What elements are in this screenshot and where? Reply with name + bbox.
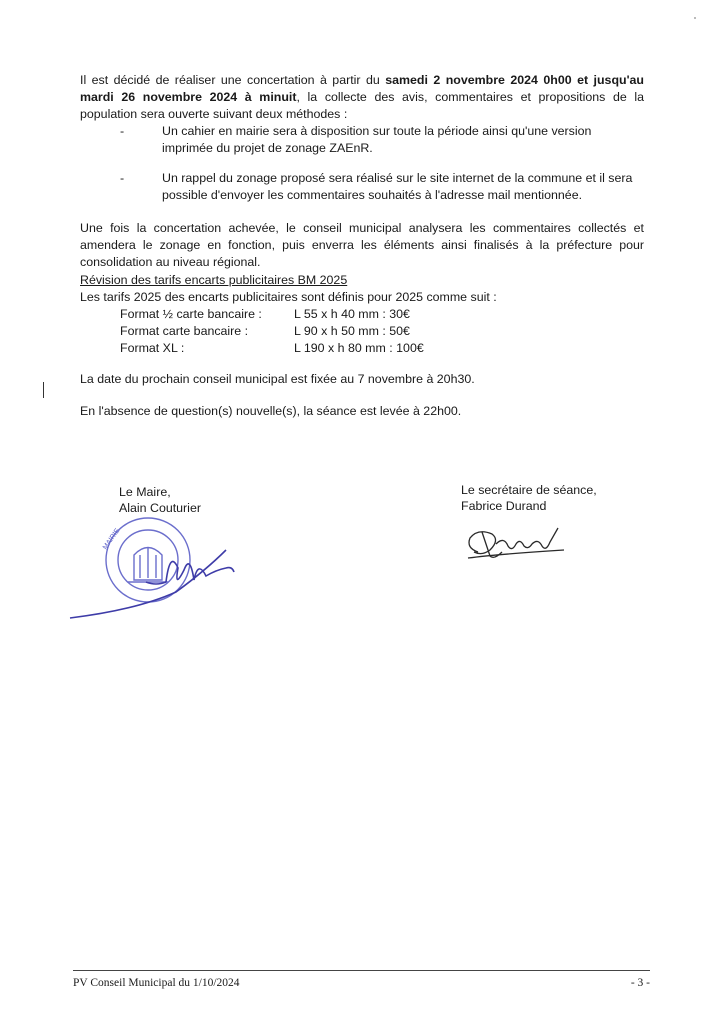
next-meeting-text: La date du prochain conseil municipal est fixée au 7 novembre à 20h30.	[80, 372, 475, 386]
concertation-section	[80, 72, 644, 271]
secretary-signature-icon	[460, 522, 572, 566]
mayor-title: Le Maire,	[119, 485, 171, 499]
next-meeting-section	[80, 371, 644, 388]
tarif-row	[80, 340, 644, 357]
tarif-row	[80, 323, 644, 340]
tarif-format: Format XL :	[120, 341, 185, 355]
margin-mark	[43, 382, 44, 398]
bullet-marker: -	[120, 124, 125, 138]
secretary-signature-block	[461, 482, 597, 514]
footer-title: PV Conseil Municipal du 1/10/2024	[73, 977, 240, 989]
secretary-name: Fabrice Durand	[461, 499, 547, 513]
stamp-lettering: MAIRIE	[101, 527, 122, 552]
tarif-format: Format carte bancaire :	[120, 324, 249, 338]
tarifs-section	[80, 272, 644, 357]
secretary-title: Le secrétaire de séance,	[461, 483, 597, 497]
list-item	[80, 170, 644, 204]
scan-speck	[694, 17, 696, 19]
intro-text-c: , la collecte des avis, commentaires et propositions de la population sera ouverte suivant deux méthodes :	[80, 90, 645, 121]
list-item	[80, 123, 644, 157]
intro-dates-bold: samedi 2 novembre 2024 0h00 et jusqu'au mardi 26 novembre 2024 à minuit	[80, 73, 644, 104]
conclusion-paragraph: Une fois la concertation achevée, le conseil municipal analysera les commentaires collectés et amendera le zonage en fonction, puis enverra les éléments ainsi finalisés à la préfecture pour consolidation au niveau régional.	[80, 221, 644, 269]
tarif-row	[80, 306, 644, 323]
tarif-value: L 90 x h 50 mm : 50€	[294, 324, 410, 338]
bullet-marker: -	[120, 171, 125, 185]
intro-text-a: Il est décidé de réaliser une concertation à partir du	[80, 73, 386, 87]
page-number: - 3 -	[630, 977, 650, 989]
closing-text: En l'absence de question(s) nouvelle(s), la séance est levée à 22h00.	[80, 404, 462, 418]
tarif-format: Format ½ carte bancaire :	[120, 307, 262, 321]
page-footer	[73, 970, 650, 992]
tarifs-intro: Les tarifs 2025 des encarts publicitaires sont définis pour 2025 comme suit :	[80, 290, 497, 304]
mayor-name: Alain Couturier	[119, 501, 201, 515]
closing-section	[80, 403, 644, 420]
concertation-paragraph	[80, 72, 644, 123]
mairie-stamp-icon	[66, 510, 256, 625]
bullet-text-rappel: Un rappel du zonage proposé sera réalisé sur le site internet de la commune et il sera possible d'envoyer les commentaires souhaités à l'adresse mail mentionnée.	[162, 171, 633, 202]
tarif-value: L 190 x h 80 mm : 100€	[294, 341, 424, 355]
tarif-value: L 55 x h 40 mm : 30€	[294, 307, 410, 321]
bullet-text-cahier: Un cahier en mairie sera à disposition sur toute la période ainsi qu'une version imprimée du projet de zonage ZAEnR.	[162, 124, 592, 155]
tarifs-heading: Révision des tarifs encarts publicitaires BM 2025	[80, 273, 348, 287]
